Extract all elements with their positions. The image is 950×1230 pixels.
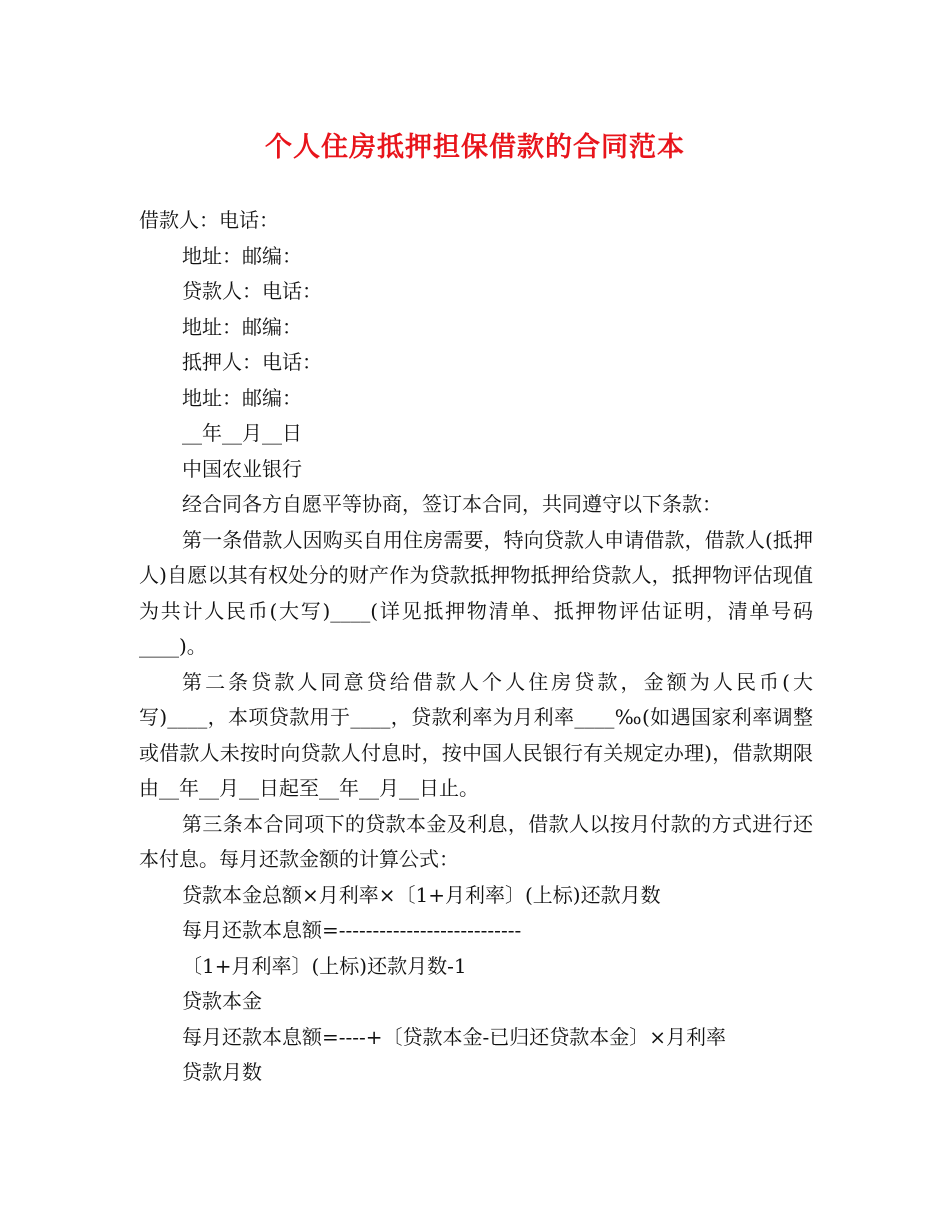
formula-line-3: 〔1+月利率〕(上标)还款月数-1 [182, 953, 467, 978]
borrower-address-line: 地址：邮编： [182, 243, 302, 268]
borrower-line: 借款人：电话： [139, 208, 279, 232]
preamble-line: 经合同各方自愿平等协商，签订本合同，共同遵守以下条款： [182, 492, 722, 516]
article-2: 第二条贷款人同意贷给借款人个人住房贷款，金额为人民币(大写)____，本项贷款用于____，贷款利率为月利率____‰(如遇国家利率调整或借款人未按时向贷款人付息时，按中国人民银行有关规定办理)，借款期限由__年__月__日起至__年__月__日止。 [139, 669, 813, 800]
article-3: 第三条本合同项下的贷款本金及利息，借款人以按月付款的方式进行还本付息。每月还款金额的计算公式： [139, 811, 813, 871]
formula-line-6: 贷款月数 [182, 1060, 262, 1084]
date-line: __年__月__日 [182, 421, 302, 445]
bank-name-line: 中国农业银行 [182, 456, 302, 481]
formula-line-1: 贷款本金总额×月利率×〔1+月利率〕(上标)还款月数 [182, 882, 661, 907]
mortgagor-address-line: 地址：邮编： [182, 385, 302, 410]
formula-line-2: 每月还款本息额=--------------------------- [182, 918, 522, 942]
lender-address-line: 地址：邮编： [182, 314, 302, 339]
document-body [139, 203, 813, 1091]
formula-line-4: 贷款本金 [182, 989, 262, 1013]
article-1: 第一条借款人因购买自用住房需要，特向贷款人申请借款，借款人(抵押人)自愿以其有权处分的财产作为贷款抵押物抵押给贷款人，抵押物评估现值为共计人民币(大写)____(详见抵押物清单、抵押物评估证明，清单号码____)。 [139, 527, 813, 658]
lender-line: 贷款人：电话： [182, 279, 322, 303]
document-title: 个人住房抵押担保借款的合同范本 [265, 132, 685, 163]
mortgagor-line: 抵押人：电话： [182, 350, 322, 374]
formula-line-5: 每月还款本息额=----+〔贷款本金-已归还贷款本金〕×月利率 [182, 1024, 727, 1049]
